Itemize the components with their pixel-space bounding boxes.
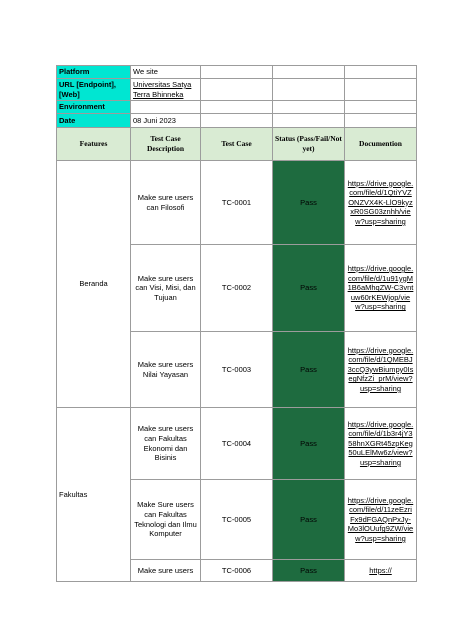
url-label: URL [Endpoint], [Web] [57, 79, 131, 101]
environment-label: Environment [57, 101, 131, 114]
test-case-id: TC-0003 [201, 332, 273, 408]
empty-cell [201, 79, 273, 101]
platform-value: We site [131, 66, 201, 79]
date-label: Date [57, 114, 131, 128]
empty-cell [201, 101, 273, 114]
status-badge: Pass [273, 408, 345, 480]
test-case-id: TC-0004 [201, 408, 273, 480]
documentation-link[interactable]: https:// [345, 560, 417, 582]
test-description: Make sure users Nilai Yayasan [131, 332, 201, 408]
empty-cell [273, 114, 345, 128]
test-case-id: TC-0005 [201, 480, 273, 560]
header-status: Status (Pass/Fail/Not yet) [273, 128, 345, 161]
test-description: Make sure users can Filosofi [131, 161, 201, 245]
meta-row-url [57, 79, 417, 101]
empty-cell [273, 101, 345, 114]
test-case-id: TC-0006 [201, 560, 273, 582]
documentation-link[interactable]: https://drive.google.com/file/d/1QMEBJ3ccQ3ywBiumpy0IsegNfzZi_prM/view?usp=sharing [345, 332, 417, 408]
table-row [57, 161, 417, 245]
empty-cell [345, 66, 417, 79]
test-description: Make sure users can Visi, Misi, dan Tujuan [131, 245, 201, 332]
meta-row-environment [57, 101, 417, 114]
empty-cell [345, 101, 417, 114]
meta-row-platform [57, 66, 417, 79]
status-badge: Pass [273, 245, 345, 332]
feature-beranda: Beranda [57, 161, 131, 408]
table-row [57, 408, 417, 480]
header-test-case: Test Case [201, 128, 273, 161]
url-link[interactable]: Universitas Satya Terra Bhinneka [131, 79, 201, 101]
empty-cell [345, 114, 417, 128]
empty-cell [273, 66, 345, 79]
test-case-table [56, 65, 417, 582]
test-case-id: TC-0002 [201, 245, 273, 332]
feature-fakultas: Fakultas [57, 408, 131, 582]
empty-cell [273, 79, 345, 101]
environment-value [131, 101, 201, 114]
status-badge: Pass [273, 332, 345, 408]
test-description: Make Sure users can Fakultas Teknologi dan Ilmu Komputer [131, 480, 201, 560]
empty-cell [201, 114, 273, 128]
documentation-link[interactable]: https://drive.google.com/file/d/1QtiYVZONZVX4K-LlO9kyzxR0SG03znhh/view?usp=sharing [345, 161, 417, 245]
test-description: Make sure users [131, 560, 201, 582]
header-features: Features [57, 128, 131, 161]
meta-row-date [57, 114, 417, 128]
header-row [57, 128, 417, 161]
empty-cell [345, 79, 417, 101]
documentation-link[interactable]: https://drive.google.com/file/d/11zeEzriFx9dFGAQnPxJy-Mo3lOUufg9ZW/view?usp=sharing [345, 480, 417, 560]
date-value: 08 Juni 2023 [131, 114, 201, 128]
header-documentation: Documention [345, 128, 417, 161]
platform-label: Platform [57, 66, 131, 79]
status-badge: Pass [273, 480, 345, 560]
header-description: Test Case Description [131, 128, 201, 161]
test-description: Make sure users can Fakultas Ekonomi dan Bisinis [131, 408, 201, 480]
documentation-link[interactable]: https://drive.google.com/file/d/1u91ygM1B6aMhqZW-C3vntuw60rKEWjop/view?usp=sharing [345, 245, 417, 332]
status-badge: Pass [273, 161, 345, 245]
empty-cell [201, 66, 273, 79]
documentation-link[interactable]: https://drive.google.com/file/d/1b3r4jY358hnXGRt45zpKeg50uLElMw6z/view?usp=sharing [345, 408, 417, 480]
status-badge: Pass [273, 560, 345, 582]
test-case-id: TC-0001 [201, 161, 273, 245]
